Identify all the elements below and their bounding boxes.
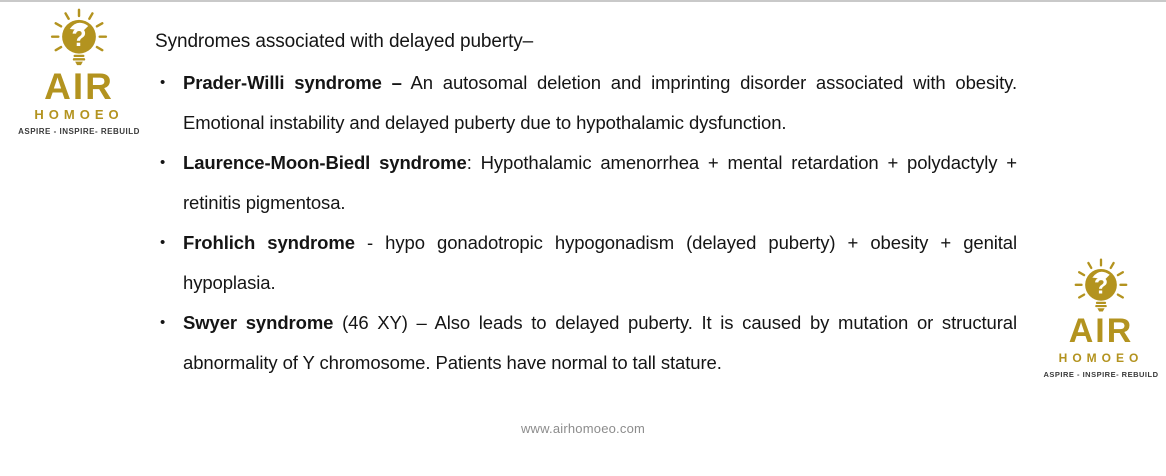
bullet-body-text: - hypo gonadotropic hypogonadism (delayed puberty) + obesity + genital hypoplasia. xyxy=(183,232,1018,293)
lightbulb-bird-icon xyxy=(37,6,121,72)
bullet-body-text: (46 XY) – Also leads to delayed puberty. It is caused by mutation or structural abnormality of Y chromosome. Patients have normal to tall stature. xyxy=(183,312,1018,373)
bullet-laurence-moon-biedl xyxy=(155,143,1017,223)
logo-homoeo-text: HOMOEO xyxy=(1058,350,1144,365)
bullet-frohlich xyxy=(155,223,1017,303)
syndrome-bullet-list xyxy=(155,63,1017,383)
slide-content xyxy=(155,31,1017,383)
bullet-dot: • xyxy=(160,154,166,171)
bullet-body-text: : Hypothalamic amenorrhea + mental retardation + polydactyly + retinitis pigmentosa. xyxy=(183,152,1017,213)
svg-text:?: ? xyxy=(1093,272,1109,299)
air-homoeo-logo-right xyxy=(1040,256,1162,379)
bullet-bold-lead: Swyer syndrome xyxy=(183,312,334,333)
website-footer: www.airhomoeo.com xyxy=(520,421,646,436)
bullet-body-text: An autosomal deletion and imprinting disorder associated with obesity. Emotional instability and delayed puberty due to hypothalamic dysfunction. xyxy=(183,72,1017,133)
svg-text:?: ? xyxy=(71,24,87,52)
bullet-dot: • xyxy=(160,234,166,251)
top-border-line xyxy=(0,0,1166,2)
air-homoeo-logo-top-left xyxy=(16,6,142,136)
bullet-dot: • xyxy=(160,74,166,91)
bullet-bold-lead: Frohlich syndrome xyxy=(183,232,355,253)
logo-homoeo-text: HOMOEO xyxy=(34,107,124,123)
bullet-bold-lead: Laurence-Moon-Biedl syndrome xyxy=(183,152,467,173)
bullet-prader-willi xyxy=(155,63,1017,143)
logo-air-text: AIR xyxy=(44,66,114,107)
logo-tagline-text: ASPIRE - INSPIRE- REBUILD xyxy=(18,127,140,137)
bullet-dot: • xyxy=(160,314,166,331)
slide-title: Syndromes associated with delayed puberty– xyxy=(155,31,534,52)
bullet-swyer xyxy=(155,303,1017,383)
bullet-bold-lead: Prader-Willi syndrome – xyxy=(183,72,402,93)
logo-tagline-text: ASPIRE - INSPIRE- REBUILD xyxy=(1043,369,1159,379)
logo-air-text: AIR xyxy=(1068,312,1134,350)
lightbulb-bird-icon xyxy=(1062,256,1140,318)
